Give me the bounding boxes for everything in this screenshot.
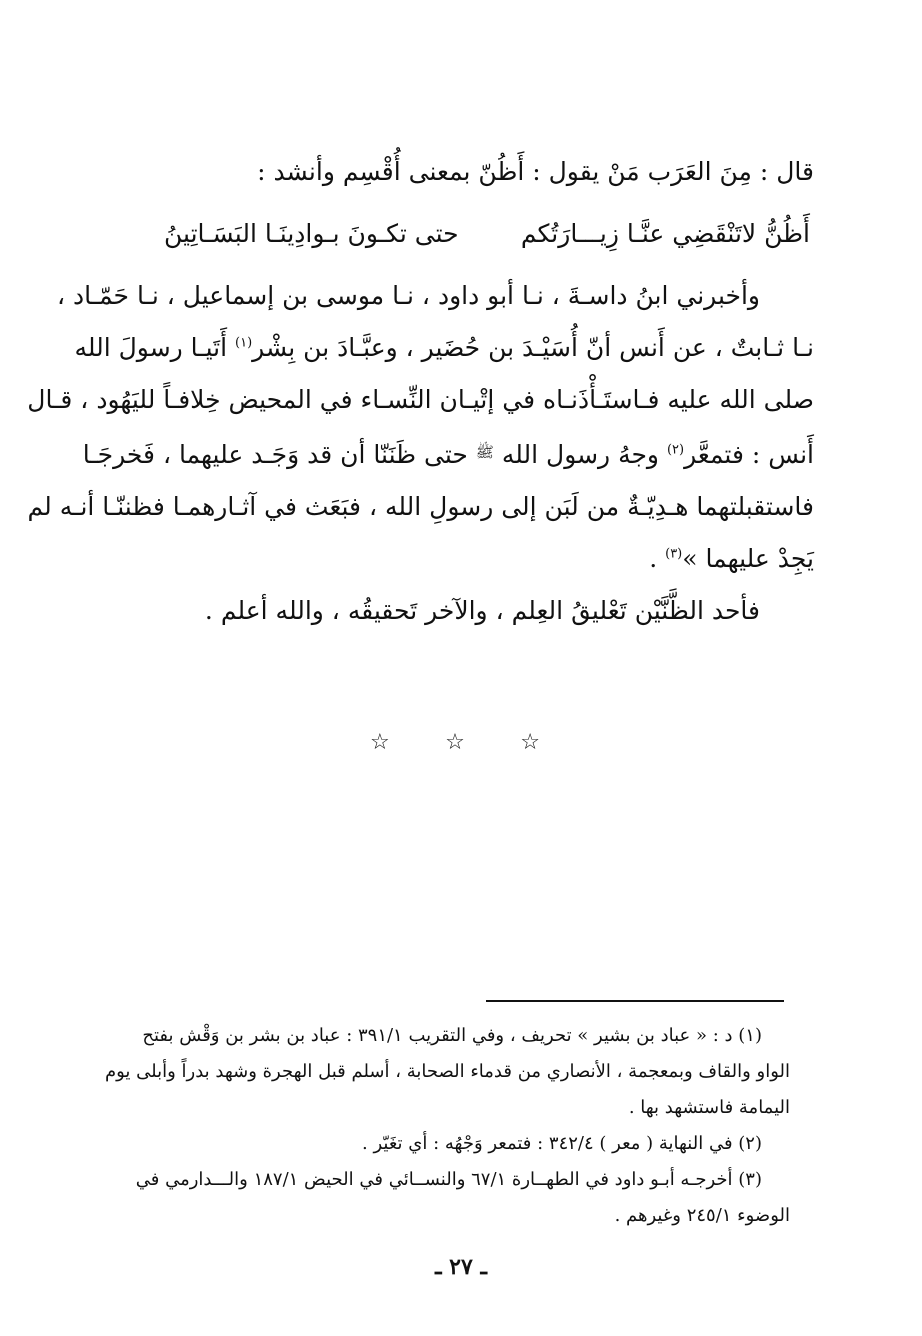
hadith-line-4-text-c: حتى ظَنَنّا أن قد وَجَـد عليهما ، فَخرجَـا [82,440,476,469]
footnote-ref-2[interactable]: (٢) [666,442,685,458]
footnote-2-line-1: (٢) في النهاية ( معر ) ٣٤٢/٤ : فتمعر وَجْهُه : أي تغَيّر . [362,1133,762,1154]
footnote-ref-1[interactable]: (١) [235,335,253,351]
footnote-3-line-1: (٣) أخرجـه أبـو داود في الطهــارة ٦٧/١ والنســائي في الحيض ١٨٧/١ والـــدارمي في [135,1169,762,1190]
footnote-1 [104,1018,790,1126]
hadith-line-2-text-a: نـا ثـابتٌ ، عن أَنس أنّ أُسَيْـدَ بن حُضَير ، وعبَّـادَ بن بِشْر [252,333,814,362]
hadith-line-4-text-b: وجهُ رسول الله [493,440,667,469]
main-text [27,146,814,637]
poetry-verse [114,208,814,260]
hadith-line-2-text-b: أَتَيـا رسولَ الله [74,333,236,362]
intro-line: قال : مِنَ العَرَب مَنْ يقول : أَظُنّ بمعنى أُقْسِم وأنشد : [257,157,814,186]
footnote-ref-3[interactable]: (٣) [665,546,683,562]
verse-first-hemistich: أَظُنُّ لاتَنْقَضِي عنَّـا زِيـــارَتُكم [520,219,810,248]
footnote-1-line-3: اليمامة فاستشهد بها . [628,1097,790,1118]
hadith-line-4 [82,426,814,481]
hadith-line-5: فاستقبلتهما هـدِيّـةٌ من لَبَن إلى رسولِ الله ، فبَعَث في آثـارهمـا فظننّـا أنـه لم [27,492,814,521]
footnote-3 [114,1162,790,1234]
hadith-line-4-text-a: أَنس : فتمعَّر [684,440,814,469]
hadith-line-3: صلى الله عليه فـاستَـأْذَنـاه في إتْيـان النِّسـاء في المحيض خِلافـاً لليَهُود ، قـال [27,385,814,414]
hadith-line-2 [74,322,814,374]
conclusion-line: فأحد الظَّنَّيْن تَعْليقُ العِلم ، والآخر تَحقيقُه ، والله أعلم . [204,596,760,625]
hadith-line-1: وأخبرني ابنُ داسـةَ ، نـا أبو داود ، نـا موسى بن إسماعيل ، نـا حَمّـاد ، [57,281,760,310]
footnote-divider [486,1000,784,1002]
star-icon: ☆ [520,730,540,755]
footnote-2 [114,1126,790,1162]
star-separator [370,730,540,755]
honorific-glyph: ﷺ [475,443,494,461]
footnote-1-line-1: (١) د : « عباد بن بشير » تحريف ، وفي التقريب ٣٩١/١ : عباد بن بشر بن وَقْش بفتح [142,1025,762,1046]
page-number: ـ ٢٧ ـ [435,1254,487,1280]
footnote-1-line-2: الواو والقاف وبمعجمة ، الأنصاري من قدماء الصحابة ، أسلم قبل الهجرة وشهد بدراً وأبلى يوم [104,1061,790,1082]
star-icon: ☆ [445,730,465,755]
star-icon: ☆ [370,730,390,755]
verse-second-hemistich: حتى تكـونَ بـوادِينَـا البَسَـاتِينُ [164,219,459,248]
hadith-line-6-text-a: يَجِدْ عليهما » [682,544,814,573]
footnote-3-line-2: الوضوء ٢٤٥/١ وغيرهم . [614,1205,790,1226]
footnotes [104,1018,790,1234]
hadith-line-6-text-b: . [649,544,666,573]
hadith-line-6 [114,533,814,585]
